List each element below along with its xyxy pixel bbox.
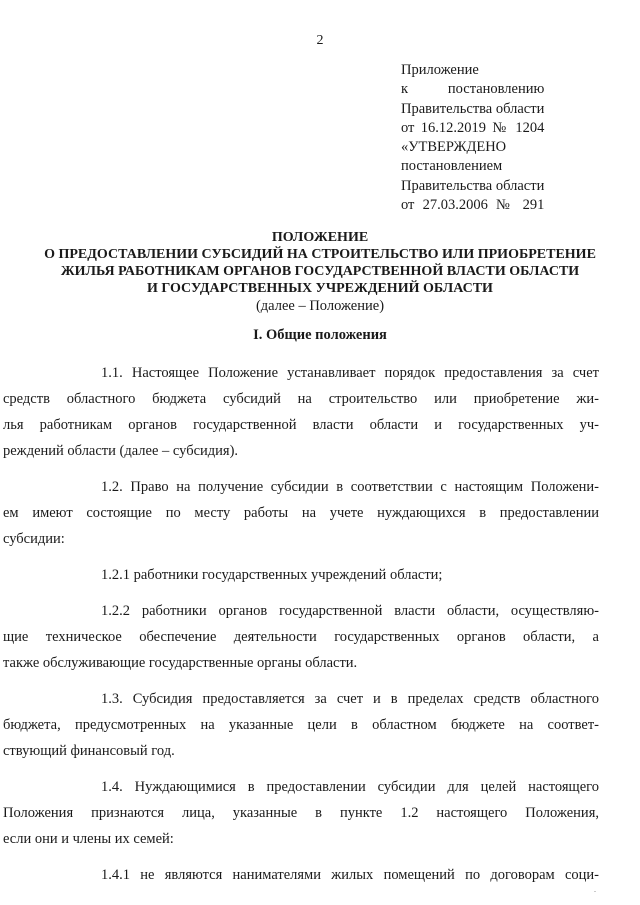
paragraph-line: 1.3. Субсидия предоставляется за счет и в пределах средств областного bbox=[101, 691, 599, 707]
appendix-line: к постановлению bbox=[401, 81, 545, 98]
appendix-line: Приложение bbox=[401, 62, 479, 78]
paragraph-line: щие техническое обеспечение деятельности государственных органов области, а bbox=[3, 629, 599, 645]
appendix-line: постановлением bbox=[401, 158, 503, 175]
paragraph bbox=[3, 474, 599, 552]
title-line: ЖИЛЬЯ РАБОТНИКАМ ОРГАНОВ ГОСУДАРСТВЕННОЙ ВЛАСТИ ОБЛАСТИ bbox=[60, 264, 580, 279]
title-subtitle: (далее – Положение) bbox=[255, 298, 385, 314]
paragraph bbox=[3, 686, 599, 764]
title-line: ПОЛОЖЕНИЕ bbox=[271, 230, 369, 245]
body-text bbox=[3, 360, 599, 898]
paragraph-line: лья работникам органов государственной власти области и государственных уч- bbox=[3, 417, 599, 433]
appendix-line: от 27.03.2006 № 291 bbox=[401, 197, 545, 214]
paragraph-line: Положения признаются лица, указанные в пункте 1.2 настоящего Положения, bbox=[3, 805, 599, 821]
appendix-line: Правительства области bbox=[401, 177, 545, 194]
paragraph-line: средств областного бюджета субсидий на строительство или приобретение жи- bbox=[3, 391, 599, 407]
paragraph bbox=[3, 598, 599, 676]
appendix-block bbox=[401, 61, 544, 215]
paragraph bbox=[3, 774, 599, 852]
paragraph-line: 1.1. Настоящее Положение устанавливает порядок предоставления за счет bbox=[101, 365, 599, 381]
paragraph-line: 1.2.2 работники органов государственной власти области, осуществляю- bbox=[101, 603, 599, 619]
paragraph-line: реждений области (далее – субсидия). bbox=[3, 443, 239, 459]
paragraph bbox=[101, 862, 599, 888]
paragraph bbox=[101, 562, 599, 588]
paragraph-line: 1.2.1 работники государственных учреждений области; bbox=[101, 567, 443, 583]
title-line: И ГОСУДАРСТВЕННЫХ УЧРЕЖДЕНИЙ ОБЛАСТИ bbox=[147, 281, 493, 296]
appendix-line: «УТВЕРЖДЕНО bbox=[401, 139, 507, 156]
paragraph-line: также обслуживающие государственные органы области. bbox=[3, 655, 358, 671]
appendix-line: Правительства области bbox=[401, 100, 545, 117]
paragraph-line: ем имеют состоящие по месту работы на учете нуждающихся в предоставлении bbox=[3, 505, 599, 521]
paragraph-line: субсидии: bbox=[3, 531, 65, 547]
paragraph-line: 1.2. Право на получение субсидии в соответствии с настоящим Положени- bbox=[101, 479, 599, 495]
page-number: 2 bbox=[316, 33, 324, 48]
section-heading: I. Общие положения bbox=[253, 327, 387, 343]
document-title bbox=[0, 229, 640, 315]
paragraph-line: если они и члены их семей: bbox=[3, 831, 174, 847]
paragraph-line: 1.4.1 не являются нанимателями жилых помещений по договорам соци- bbox=[101, 867, 599, 883]
scan-mark: . bbox=[594, 885, 596, 894]
paragraph bbox=[3, 360, 599, 464]
paragraph-line: ствующий финансовый год. bbox=[3, 743, 175, 759]
paragraph-line: 1.4. Нуждающимися в предоставлении субсидии для целей настоящего bbox=[101, 779, 599, 795]
title-line: О ПРЕДОСТАВЛЕНИИ СУБСИДИЙ НА СТРОИТЕЛЬСТВО ИЛИ ПРИОБРЕТЕНИЕ bbox=[44, 247, 596, 262]
appendix-line: от 16.12.2019 № 1204 bbox=[401, 119, 545, 136]
paragraph-line: бюджета, предусмотренных на указанные цели в областном бюджете на соответ- bbox=[3, 717, 599, 733]
